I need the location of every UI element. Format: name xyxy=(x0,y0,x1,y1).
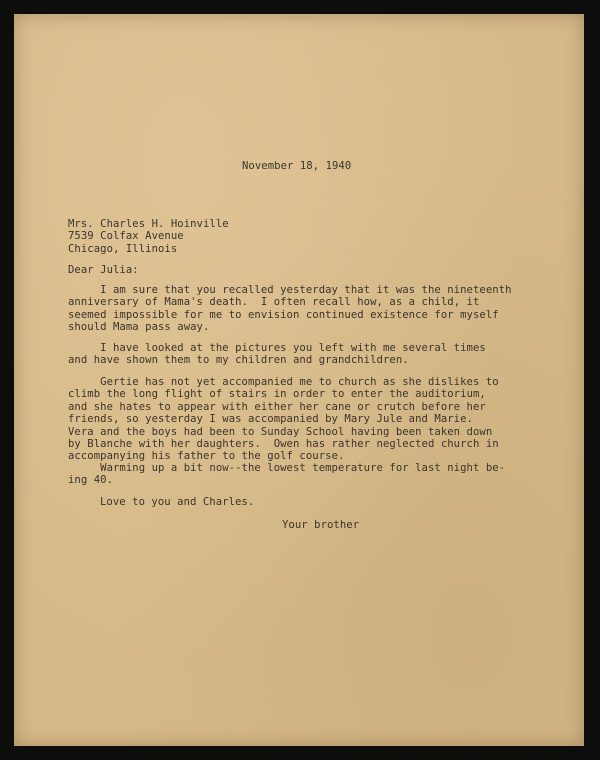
paragraph-line: by Blanche with her daughters. Owen has rather neglected church in xyxy=(68,438,499,451)
signoff: Your brother xyxy=(282,519,360,531)
recipient-city: Chicago, Illinois xyxy=(68,242,178,255)
letter-date: November 18, 1940 xyxy=(242,160,352,172)
recipient-street: 7539 Colfax Avenue xyxy=(68,230,184,243)
paragraph-line: ing 40. xyxy=(68,474,113,487)
paragraph-line: Vera and the boys had been to Sunday School having been taken down xyxy=(68,425,493,438)
paragraph-line: climb the long flight of stairs in order to enter the auditorium, xyxy=(68,388,486,401)
recipient-name: Mrs. Charles H. Hoinville xyxy=(68,218,229,230)
paragraph-3 xyxy=(68,376,563,463)
paragraph-line: anniversary of Mama's death. I often recall how, as a child, it xyxy=(68,296,480,309)
paragraph-line: friends, so yesterday I was accompanied by Mary Jule and Marie. xyxy=(68,413,473,426)
closing: Love to you and Charles. xyxy=(100,496,255,508)
paragraph-4 xyxy=(68,462,563,487)
paragraph-line: I have looked at the pictures you left with me several times xyxy=(68,342,486,354)
paragraph-line: Gertie has not yet accompanied me to church as she dislikes to xyxy=(68,376,499,388)
paragraph-2 xyxy=(68,342,563,367)
salutation: Dear Julia: xyxy=(68,264,139,276)
paragraph-line: Warming up a bit now--the lowest temperature for last night be- xyxy=(68,462,506,474)
paragraph-line: seemed impossible for me to envision continued existence for myself xyxy=(68,308,499,321)
paragraph-line: and have shown them to my children and grandchildren. xyxy=(68,354,409,367)
paragraph-line: I am sure that you recalled yesterday that it was the nineteenth xyxy=(68,284,512,296)
letter-page xyxy=(14,14,584,746)
paragraph-1 xyxy=(68,284,563,334)
paragraph-line: accompanying his father to the golf course. xyxy=(68,450,345,463)
paragraph-line: and she hates to appear with either her cane or crutch before her xyxy=(68,400,486,413)
recipient-address xyxy=(68,218,229,255)
paragraph-line: should Mama pass away. xyxy=(68,321,210,334)
